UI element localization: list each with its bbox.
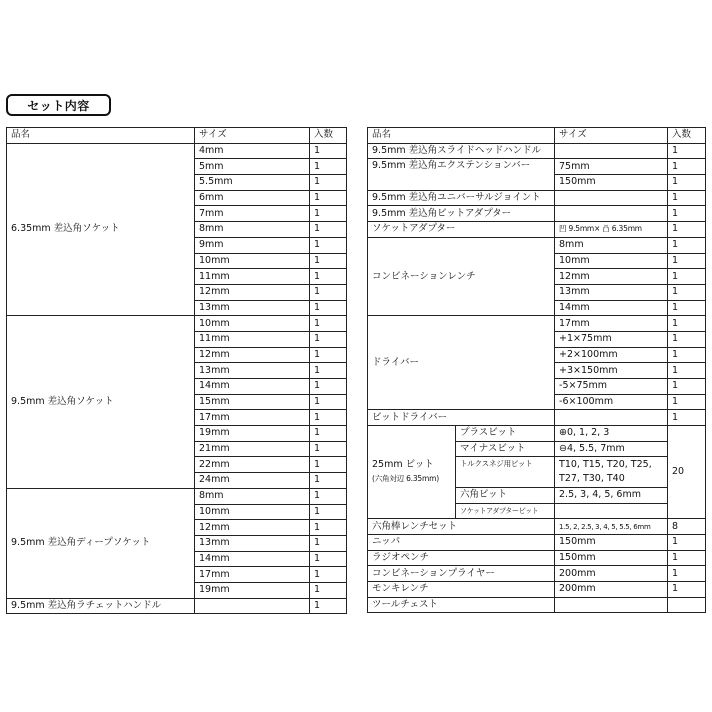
item-qty: 1 xyxy=(668,300,706,316)
table-header-row xyxy=(368,128,706,144)
item-qty: 1 xyxy=(668,222,706,238)
item-size: 12mm xyxy=(195,347,310,363)
item-size: 5.5mm xyxy=(195,175,310,191)
bit-type-hex: 六角ビット xyxy=(456,487,555,503)
item-name: 9.5mm 差込角ユニバーサルジョイント xyxy=(368,190,555,206)
item-name: 9.5mm 差込角ラチェットハンドル xyxy=(7,598,195,614)
item-size: 11mm xyxy=(195,269,310,285)
item-qty: 1 xyxy=(310,473,347,489)
bit-set-title: 25mm ビット xyxy=(372,459,434,471)
bit-size-hex: 2.5, 3, 4, 5, 6mm xyxy=(555,487,668,503)
item-size xyxy=(555,597,668,613)
item-qty: 1 xyxy=(310,426,347,442)
item-size: 14mm xyxy=(195,379,310,395)
item-size: 21mm xyxy=(195,441,310,457)
item-size: 11mm xyxy=(195,331,310,347)
item-size: 凹 9.5mm× 凸 6.35mm xyxy=(555,222,668,238)
item-qty: 1 xyxy=(668,269,706,285)
item-qty: 1 xyxy=(310,175,347,191)
item-size: 14mm xyxy=(195,551,310,567)
item-qty: 1 xyxy=(310,457,347,473)
item-qty: 1 xyxy=(668,534,706,550)
item-qty: 1 xyxy=(310,441,347,457)
item-size: -5×75mm xyxy=(555,379,668,395)
item-size: 1.5, 2, 2.5, 3, 4, 5, 5.5, 6mm xyxy=(555,519,668,535)
item-qty: 1 xyxy=(668,410,706,426)
item-size: 75mm xyxy=(555,159,668,175)
item-size: 15mm xyxy=(195,394,310,410)
item-qty: 1 xyxy=(310,331,347,347)
item-qty: 1 xyxy=(310,551,347,567)
item-size: 17mm xyxy=(195,410,310,426)
item-qty: 1 xyxy=(668,566,706,582)
item-size: 10mm xyxy=(195,316,310,332)
item-qty: 1 xyxy=(310,222,347,238)
table-row xyxy=(368,597,706,613)
item-size: 24mm xyxy=(195,473,310,489)
item-size: 13mm xyxy=(555,284,668,300)
item-qty: 1 xyxy=(668,347,706,363)
item-name: ビットドライバー xyxy=(368,410,555,426)
item-name: ラジオペンチ xyxy=(368,550,555,566)
item-qty: 1 xyxy=(310,379,347,395)
item-size: 6mm xyxy=(195,190,310,206)
table-row xyxy=(368,410,706,426)
item-size: 8mm xyxy=(195,488,310,504)
item-qty: 1 xyxy=(668,379,706,395)
item-qty: 1 xyxy=(668,363,706,379)
table-row xyxy=(368,222,706,238)
item-name: ツールチェスト xyxy=(368,597,555,613)
item-qty: 1 xyxy=(310,488,347,504)
table-row xyxy=(7,316,347,332)
bit-type-torx: トルクスネジ用ビット xyxy=(456,457,555,487)
item-name: モンキレンチ xyxy=(368,581,555,597)
bit-set-name xyxy=(368,426,456,519)
item-size: 13mm xyxy=(195,363,310,379)
right-contents-table xyxy=(367,127,706,613)
item-qty: 1 xyxy=(310,316,347,332)
item-size xyxy=(195,598,310,614)
item-size: 5mm xyxy=(195,159,310,175)
header-size: サイズ xyxy=(195,128,310,144)
item-qty: 1 xyxy=(668,331,706,347)
item-size: +1×75mm xyxy=(555,331,668,347)
item-qty xyxy=(668,597,706,613)
item-qty: 1 xyxy=(668,581,706,597)
item-size: +2×100mm xyxy=(555,347,668,363)
item-size xyxy=(555,206,668,222)
item-qty: 1 xyxy=(310,300,347,316)
item-size: 150mm xyxy=(555,175,668,191)
item-size: +3×150mm xyxy=(555,363,668,379)
header-name: 品名 xyxy=(7,128,195,144)
item-size: 4mm xyxy=(195,143,310,159)
item-size: 200mm xyxy=(555,566,668,582)
item-size: 150mm xyxy=(555,550,668,566)
item-qty: 1 xyxy=(310,598,347,614)
item-size: 8mm xyxy=(195,222,310,238)
item-name: ニッパ xyxy=(368,534,555,550)
item-qty: 1 xyxy=(310,520,347,536)
item-size: 17mm xyxy=(555,316,668,332)
item-qty: 1 xyxy=(310,410,347,426)
item-size: 8mm xyxy=(555,237,668,253)
bit-type-adapter: ソケットアダプタービット xyxy=(456,503,555,519)
item-qty: 1 xyxy=(310,284,347,300)
item-qty: 1 xyxy=(668,316,706,332)
bit-size-adapter xyxy=(555,503,668,519)
item-name: 9.5mm 差込角エクステンションバー xyxy=(368,159,555,190)
table-row xyxy=(368,534,706,550)
item-qty: 1 xyxy=(310,394,347,410)
bit-size-torx: T10, T15, T20, T25, xyxy=(555,457,668,472)
item-size: 10mm xyxy=(195,253,310,269)
bit-size-minus: ⊖4, 5.5, 7mm xyxy=(555,441,668,457)
item-name: コンビネーションレンチ xyxy=(368,237,555,315)
item-qty: 1 xyxy=(310,504,347,520)
item-name: ドライバー xyxy=(368,316,555,410)
item-size: 17mm xyxy=(195,567,310,583)
item-qty: 1 xyxy=(310,269,347,285)
table-header-row xyxy=(7,128,347,144)
table-row xyxy=(368,426,706,442)
table-row xyxy=(7,143,347,159)
bit-set-qty: 20 xyxy=(668,426,706,519)
item-size: 12mm xyxy=(195,520,310,536)
item-size: 13mm xyxy=(195,300,310,316)
table-row xyxy=(368,159,706,175)
item-size xyxy=(555,143,668,159)
item-qty: 1 xyxy=(310,253,347,269)
header-qty: 入数 xyxy=(310,128,347,144)
item-size: 14mm xyxy=(555,300,668,316)
item-name: 6.35mm 差込角ソケット xyxy=(7,143,195,316)
item-qty: 1 xyxy=(668,206,706,222)
header-qty: 入数 xyxy=(668,128,706,144)
table-row xyxy=(368,206,706,222)
item-size: 10mm xyxy=(195,504,310,520)
item-qty: 1 xyxy=(310,363,347,379)
table-row xyxy=(368,143,706,159)
table-row xyxy=(368,550,706,566)
item-qty: 1 xyxy=(668,190,706,206)
table-row xyxy=(7,488,347,504)
table-row xyxy=(368,566,706,582)
item-qty: 1 xyxy=(668,159,706,175)
bit-size-torx-cont: T27, T30, T40 xyxy=(555,472,668,487)
table-row xyxy=(368,316,706,332)
item-qty: 1 xyxy=(668,550,706,566)
item-qty: 1 xyxy=(310,237,347,253)
bit-set-note: (六角対辺 6.35mm) xyxy=(372,474,439,484)
item-qty: 1 xyxy=(668,394,706,410)
item-qty: 1 xyxy=(668,143,706,159)
item-size: 150mm xyxy=(555,534,668,550)
item-size: 22mm xyxy=(195,457,310,473)
item-qty: 1 xyxy=(310,535,347,551)
bit-size-plus: ⊕0, 1, 2, 3 xyxy=(555,426,668,442)
table-row xyxy=(368,190,706,206)
bit-type-plus: プラスビット xyxy=(456,426,555,442)
item-name: ソケットアダプター xyxy=(368,222,555,238)
item-name: 9.5mm 差込角スライドヘッドハンドル xyxy=(368,143,555,159)
item-qty: 1 xyxy=(310,190,347,206)
item-name: 9.5mm 差込角ビットアダプター xyxy=(368,206,555,222)
item-qty: 1 xyxy=(668,237,706,253)
item-size: 19mm xyxy=(195,426,310,442)
item-name: 9.5mm 差込角ディープソケット xyxy=(7,488,195,598)
item-size xyxy=(555,410,668,426)
item-size: 19mm xyxy=(195,582,310,598)
item-qty: 1 xyxy=(310,206,347,222)
item-size: 10mm xyxy=(555,253,668,269)
header-size: サイズ xyxy=(555,128,668,144)
item-size: 12mm xyxy=(555,269,668,285)
left-contents-table xyxy=(6,127,347,614)
table-row xyxy=(368,581,706,597)
item-size: 12mm xyxy=(195,284,310,300)
table-row xyxy=(368,519,706,535)
item-qty: 1 xyxy=(310,347,347,363)
header-name: 品名 xyxy=(368,128,555,144)
item-qty: 8 xyxy=(668,519,706,535)
item-qty: 1 xyxy=(310,567,347,583)
item-size: 13mm xyxy=(195,535,310,551)
item-qty: 1 xyxy=(668,284,706,300)
bit-type-minus: マイナスビット xyxy=(456,441,555,457)
item-size: 9mm xyxy=(195,237,310,253)
item-qty: 1 xyxy=(668,253,706,269)
item-qty: 1 xyxy=(310,582,347,598)
item-size xyxy=(555,190,668,206)
table-row xyxy=(7,598,347,614)
item-name: コンビネーションプライヤー xyxy=(368,566,555,582)
item-size: -6×100mm xyxy=(555,394,668,410)
item-size: 7mm xyxy=(195,206,310,222)
item-name: 六角棒レンチセット xyxy=(368,519,555,535)
item-qty: 1 xyxy=(310,159,347,175)
item-name: 9.5mm 差込角ソケット xyxy=(7,316,195,489)
item-qty: 1 xyxy=(310,143,347,159)
item-qty: 1 xyxy=(668,175,706,191)
section-title: セット内容 xyxy=(6,94,111,116)
item-size: 200mm xyxy=(555,581,668,597)
table-row xyxy=(368,237,706,253)
